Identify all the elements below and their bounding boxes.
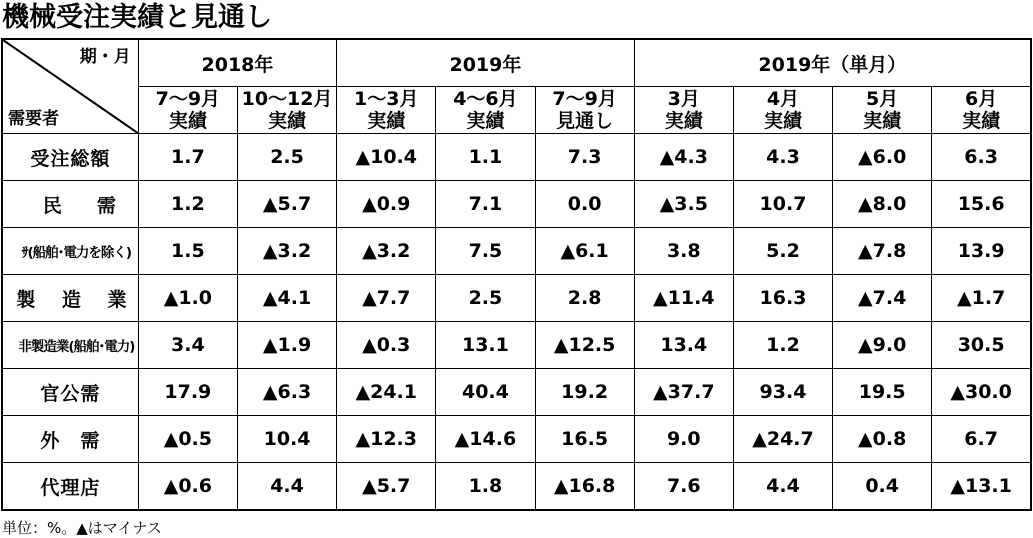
cell-5-3: 40.4	[436, 369, 535, 416]
column-header-0-line2: 実績	[168, 110, 207, 132]
cell-5-1: ▲6.3	[237, 369, 336, 416]
cell-0-0: 1.7	[138, 134, 237, 181]
cell-2-5: 3.8	[634, 228, 733, 275]
table-row	[2, 134, 1031, 181]
column-header-3	[436, 87, 535, 134]
cell-0-1: 2.5	[237, 134, 336, 181]
row-label-6: 外 需	[2, 416, 138, 463]
cell-2-7: ▲7.8	[833, 228, 932, 275]
cell-1-2: ▲0.9	[337, 181, 436, 228]
cell-7-2: ▲5.7	[337, 463, 436, 511]
cell-7-4: ▲16.8	[535, 463, 634, 511]
cell-4-0: 3.4	[138, 322, 237, 369]
group-header-2018: 2018年	[138, 39, 336, 87]
column-header-1	[237, 87, 336, 134]
row-label-7: 代理店	[2, 463, 138, 511]
cell-2-0: 1.5	[138, 228, 237, 275]
cell-4-4: ▲12.5	[535, 322, 634, 369]
row-label-4: 非製造業(船舶･電力)	[2, 322, 138, 369]
column-header-4-line1: 7〜9月	[552, 88, 617, 110]
column-header-0	[138, 87, 237, 134]
cell-5-4: 19.2	[535, 369, 634, 416]
cell-5-8: ▲30.0	[932, 369, 1031, 416]
cell-7-8: ▲13.1	[932, 463, 1031, 511]
cell-4-7: ▲9.0	[833, 322, 932, 369]
cell-1-7: ▲8.0	[833, 181, 932, 228]
cell-7-7: 0.4	[833, 463, 932, 511]
column-header-7-line2: 実績	[863, 110, 902, 132]
cell-3-6: 16.3	[733, 275, 832, 322]
table-group-header-row	[2, 39, 1031, 87]
cell-0-4: 7.3	[535, 134, 634, 181]
column-header-8-line1: 6月	[965, 88, 998, 110]
cell-3-5: ▲11.4	[634, 275, 733, 322]
cell-1-8: 15.6	[932, 181, 1031, 228]
cell-7-1: 4.4	[237, 463, 336, 511]
table-row	[2, 463, 1031, 511]
cell-7-0: ▲0.6	[138, 463, 237, 511]
cell-3-4: 2.8	[535, 275, 634, 322]
cell-6-3: ▲14.6	[436, 416, 535, 463]
cell-0-5: ▲4.3	[634, 134, 733, 181]
column-header-4-line2: 見通し	[556, 110, 614, 132]
corner-period-label: 期・月	[79, 47, 131, 67]
column-header-6-line1: 4月	[766, 88, 800, 110]
cell-0-8: 6.3	[932, 134, 1031, 181]
cell-2-1: ▲3.2	[237, 228, 336, 275]
column-header-1-line2: 実績	[268, 110, 307, 132]
column-header-5	[634, 87, 733, 134]
column-header-3-line2: 実績	[466, 110, 505, 132]
row-label-2: ｻ(船舶･電力を除く)	[2, 228, 138, 275]
column-header-0-line1: 7〜9月	[155, 88, 221, 110]
table-column-header-row	[2, 87, 1031, 134]
table-row	[2, 369, 1031, 416]
column-header-8	[932, 87, 1031, 134]
group-header-2019: 2019年	[337, 39, 635, 87]
column-header-2-line2: 実績	[367, 110, 406, 132]
column-header-3-line1: 4〜6月	[453, 88, 518, 110]
cell-6-2: ▲12.3	[337, 416, 436, 463]
cell-1-1: ▲5.7	[237, 181, 336, 228]
cell-2-3: 7.5	[436, 228, 535, 275]
column-header-8-line2: 実績	[962, 110, 1001, 132]
table-row	[2, 228, 1031, 275]
cell-3-0: ▲1.0	[138, 275, 237, 322]
cell-1-0: 1.2	[138, 181, 237, 228]
cell-0-3: 1.1	[436, 134, 535, 181]
cell-6-6: ▲24.7	[733, 416, 832, 463]
column-header-7	[833, 87, 932, 134]
page-title: 機械受注実績と見通し	[2, 2, 272, 33]
column-header-5-line1: 3月	[667, 88, 700, 110]
cell-0-2: ▲10.4	[337, 134, 436, 181]
cell-2-4: ▲6.1	[535, 228, 634, 275]
cell-2-6: 5.2	[733, 228, 832, 275]
cell-3-3: 2.5	[436, 275, 535, 322]
table-row	[2, 416, 1031, 463]
cell-4-2: ▲0.3	[337, 322, 436, 369]
table-row	[2, 275, 1031, 322]
cell-1-3: 7.1	[436, 181, 535, 228]
cell-5-2: ▲24.1	[337, 369, 436, 416]
cell-5-7: 19.5	[833, 369, 932, 416]
cell-4-3: 13.1	[436, 322, 535, 369]
corner-demander-label: 需要者	[8, 109, 59, 129]
cell-6-4: 16.5	[535, 416, 634, 463]
cell-0-6: 4.3	[733, 134, 832, 181]
cell-1-5: ▲3.5	[634, 181, 733, 228]
cell-3-7: ▲7.4	[833, 275, 932, 322]
cell-7-3: 1.8	[436, 463, 535, 511]
cell-1-4: 0.0	[535, 181, 634, 228]
column-header-2-line1: 1〜3月	[354, 88, 419, 110]
table-row	[2, 322, 1031, 369]
cell-7-5: 7.6	[634, 463, 733, 511]
table-corner-cell	[2, 39, 138, 134]
cell-5-5: ▲37.7	[634, 369, 733, 416]
cell-2-2: ▲3.2	[337, 228, 436, 275]
row-label-1: 民 需	[2, 181, 138, 228]
column-header-5-line2: 実績	[664, 110, 703, 132]
column-header-4	[535, 87, 634, 134]
cell-2-8: 13.9	[932, 228, 1031, 275]
cell-4-5: 13.4	[634, 322, 733, 369]
cell-0-7: ▲6.0	[833, 134, 932, 181]
cell-6-7: ▲0.8	[833, 416, 932, 463]
cell-1-6: 10.7	[733, 181, 832, 228]
cell-6-5: 9.0	[634, 416, 733, 463]
table-footnote: 単位：%。▲はマイナス	[2, 519, 162, 537]
cell-3-1: ▲4.1	[237, 275, 336, 322]
cell-3-2: ▲7.7	[337, 275, 436, 322]
cell-6-8: 6.7	[932, 416, 1031, 463]
column-header-7-line1: 5月	[866, 88, 899, 110]
table-row	[2, 181, 1031, 228]
cell-4-6: 1.2	[733, 322, 832, 369]
group-header-2019-monthly: 2019年（単月）	[634, 39, 1031, 87]
cell-3-8: ▲1.7	[932, 275, 1031, 322]
column-header-1-line1: 10〜12月	[241, 88, 333, 110]
cell-5-6: 93.4	[733, 369, 832, 416]
cell-5-0: 17.9	[138, 369, 237, 416]
column-header-2	[337, 87, 436, 134]
column-header-6-line2: 実績	[763, 110, 802, 132]
row-label-3: 製 造 業	[2, 275, 138, 322]
row-label-0: 受注総額	[2, 134, 138, 181]
cell-7-6: 4.4	[733, 463, 832, 511]
cell-6-0: ▲0.5	[138, 416, 237, 463]
row-label-5: 官公需	[2, 369, 138, 416]
data-table	[1, 38, 1032, 511]
column-header-6	[733, 87, 832, 134]
cell-6-1: 10.4	[237, 416, 336, 463]
cell-4-1: ▲1.9	[237, 322, 336, 369]
cell-4-8: 30.5	[932, 322, 1031, 369]
